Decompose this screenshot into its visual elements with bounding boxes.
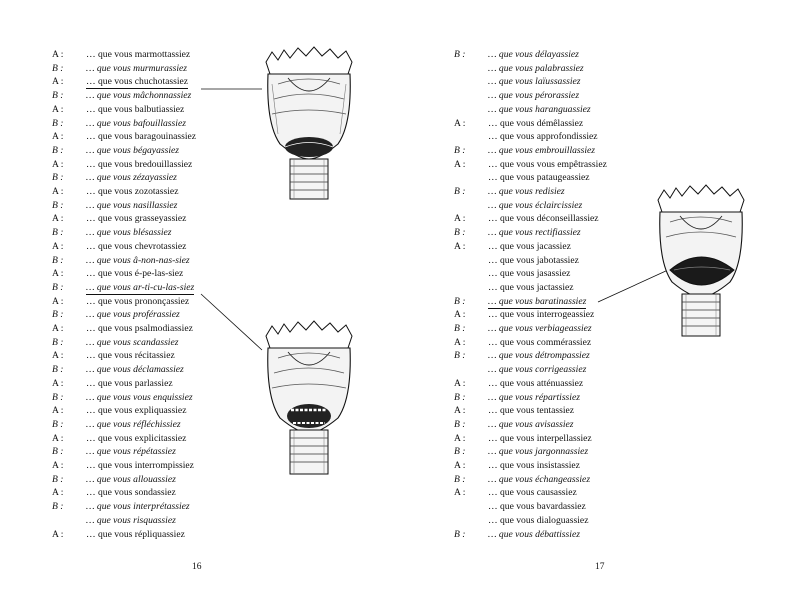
dialogue-text: … que vous interprétassiez	[86, 501, 190, 513]
dialogue-text: … que vous zézayassiez	[86, 172, 177, 184]
dialogue-text: … que vous causassiez	[488, 487, 577, 499]
dialogue-text: … que vous débattissiez	[488, 528, 580, 540]
speaker-label: A :	[52, 268, 64, 280]
dialogue-text: … que vous réfléchissiez	[86, 418, 181, 430]
dialogue-text: … que vous éclaircissiez	[488, 199, 583, 211]
dialogue-text: … que vous rectifiassiez	[488, 227, 581, 239]
larynx-illustration-closed-mouth	[258, 44, 360, 204]
speaker-label: A :	[454, 336, 466, 348]
speaker-label: A :	[52, 213, 64, 225]
dialogue-text: … que vous jactassiez	[488, 281, 574, 293]
speaker-label: A :	[454, 213, 466, 225]
dialogue-text: … que vous insistassiez	[488, 460, 580, 471]
dialogue-text: … que vous blésassiez	[86, 227, 172, 239]
dialogue-text: … que vous baratinassiez	[488, 295, 587, 307]
speaker-label: B :	[454, 186, 466, 197]
dialogue-text: … que vous proférassiez	[86, 309, 180, 321]
speaker-label: B :	[52, 117, 64, 129]
speaker-label: A :	[52, 131, 64, 143]
right-page	[398, 0, 797, 601]
speaker-label: B :	[52, 254, 64, 266]
speaker-label: A :	[52, 49, 64, 60]
speaker-label: B :	[454, 473, 466, 485]
speaker-label: B :	[52, 90, 64, 102]
dialogue-text: … que vous répartissiez	[488, 391, 580, 403]
speaker-label: A :	[454, 377, 466, 389]
speaker-label: B :	[454, 528, 466, 540]
dialogue-text: … que vous marmottassiez	[86, 49, 191, 60]
speaker-label: A :	[454, 432, 466, 444]
dialogue-text: … que vous démêlassiez	[488, 117, 584, 129]
speaker-label: A :	[52, 103, 64, 115]
dialogue-text: … que vous dialoguassiez	[488, 514, 589, 526]
dialogue-text: … que vous vous enquissiez	[86, 391, 193, 403]
dialogue-text: … que vous mâchonnassiez	[86, 90, 192, 102]
dialogue-text: … que vous nasillassiez	[86, 199, 178, 211]
left-page	[0, 0, 398, 601]
speaker-label: A :	[52, 405, 64, 417]
dialogue-text: … que vous risquassiez	[86, 514, 176, 526]
speaker-label: B :	[454, 350, 466, 362]
dialogue-text: … que vous grasseyassiez	[86, 213, 187, 225]
dialogue-text: … que vous récitassiez	[86, 350, 175, 362]
speaker-label: B :	[52, 501, 64, 513]
dialogue-text: … que vous interpellassiez	[488, 432, 592, 444]
speaker-label: B :	[454, 446, 466, 458]
speaker-label: A :	[52, 528, 64, 540]
dialogue-text: … que vous expliquassiez	[86, 405, 187, 417]
dialogue-text: … que vous zozotassiez	[86, 186, 179, 197]
dialogue-text: … que vous bégayassiez	[86, 144, 179, 156]
dialogue-text: … que vous redisiez	[488, 186, 565, 197]
dialogue-text: … que vous sondassiez	[86, 487, 176, 499]
speaker-label: B :	[52, 309, 64, 321]
speaker-label: B :	[52, 418, 64, 430]
dialogue-text: … que vous verbiageassiez	[488, 323, 592, 334]
dialogue-text: … que vous avisassiez	[488, 418, 574, 430]
dialogue-text: … que vous commérassiez	[488, 336, 592, 348]
speaker-label: A :	[52, 186, 64, 197]
larynx-illustration-lips	[650, 182, 752, 338]
dialogue-text: … que vous chevrotassiez	[86, 240, 187, 252]
dialogue-text: … que vous laïussassiez	[488, 76, 581, 88]
speaker-label: B :	[52, 446, 64, 458]
dialogue-text: … que vous chuchotassiez	[86, 76, 189, 88]
speaker-label: B :	[454, 144, 466, 156]
dialogue-text: … que vous tentassiez	[488, 405, 575, 417]
dialogue-text: … que vous déclamassiez	[86, 364, 184, 376]
dialogue-text: … que vous jargonnassiez	[488, 446, 589, 458]
dialogue-text: … que vous ar-ti-cu-las-siez	[86, 281, 195, 293]
speaker-label: A :	[52, 487, 64, 499]
speaker-label: A :	[52, 432, 64, 444]
speaker-label: A :	[454, 117, 466, 129]
dialogue-text: … que vous détrompassiez	[488, 350, 590, 362]
dialogue-text: … que vous baragouinassiez	[86, 131, 197, 143]
dialogue-text: … que vous â-non-nas-siez	[86, 254, 190, 266]
dialogue-text: … que vous approfondissiez	[488, 131, 598, 143]
dialogue-text: … que vous déconseillassiez	[488, 213, 599, 225]
dialogue-text: … que vous scandassiez	[86, 336, 179, 348]
speaker-label: B :	[454, 227, 466, 239]
dialogue-text: … que vous échangeassiez	[488, 473, 591, 485]
speaker-label: B :	[454, 49, 466, 60]
dialogue-text: … que vous psalmodiassiez	[86, 323, 193, 334]
dialogue-text: … que vous répliquassiez	[86, 528, 185, 540]
page-number: 17	[595, 562, 605, 572]
dialogue-text: … que vous interrompissiez	[86, 460, 194, 471]
dialogue-text: … que vous prononçassiez	[86, 295, 190, 307]
dialogue-text: … que vous palabrassiez	[488, 62, 584, 74]
speaker-label: B :	[52, 227, 64, 239]
dialogue-text: … que vous bredouillassiez	[86, 158, 193, 170]
speaker-label: B :	[52, 62, 64, 74]
dialogue-text: … que vous allouassiez	[86, 473, 176, 485]
speaker-label: B :	[52, 473, 64, 485]
dialogue-text: … que vous délayassiez	[488, 49, 579, 60]
dialogue-text: … que vous jabotassiez	[488, 254, 579, 266]
dialogue-text: … que vous interrogeassiez	[488, 309, 595, 321]
dialogue-text: … que vous jacassiez	[488, 240, 571, 252]
dialogue-text: … que vous pérorassiez	[488, 90, 580, 102]
speaker-label: B :	[454, 323, 466, 334]
dialogue-text: … que vous embrouillassiez	[488, 144, 596, 156]
speaker-label: A :	[52, 350, 64, 362]
speaker-label: A :	[454, 460, 466, 471]
speaker-label: B :	[52, 336, 64, 348]
dialogue-text: … que vous répétassiez	[86, 446, 176, 458]
speaker-label: A :	[52, 377, 64, 389]
larynx-illustration-open-mouth	[258, 318, 360, 478]
speaker-label: B :	[52, 391, 64, 403]
dialogue-text: … que vous atténuassiez	[488, 377, 584, 389]
speaker-label: A :	[454, 158, 466, 170]
speaker-label: A :	[52, 323, 64, 334]
speaker-label: B :	[52, 281, 64, 293]
speaker-label: A :	[52, 240, 64, 252]
speaker-label: A :	[52, 158, 64, 170]
dialogue-text: … que vous corrigeassiez	[488, 364, 587, 376]
dialogue-text: … que vous jasassiez	[488, 268, 571, 280]
speaker-label: B :	[52, 199, 64, 211]
dialogue-text: … que vous murmurassiez	[86, 62, 188, 74]
speaker-label: A :	[454, 405, 466, 417]
speaker-label: B :	[454, 391, 466, 403]
speaker-label: A :	[454, 240, 466, 252]
dialogue-text: … que vous balbutiassiez	[86, 103, 185, 115]
speaker-label: B :	[52, 364, 64, 376]
dialogue-text: … que vous é-pe-las-siez	[86, 268, 184, 280]
speaker-label: B :	[52, 172, 64, 184]
dialogue-text: … que vous pataugeassiez	[488, 172, 590, 184]
speaker-label: B :	[52, 144, 64, 156]
page-number: 16	[192, 562, 202, 572]
speaker-label: A :	[454, 309, 466, 321]
dialogue-text: … que vous vous empêtrassiez	[488, 158, 607, 170]
speaker-label: A :	[52, 295, 64, 307]
speaker-label: B :	[454, 295, 466, 307]
dialogue-text: … que vous explicitassiez	[86, 432, 187, 444]
dialogue-text: … que vous parlassiez	[86, 377, 173, 389]
dialogue-text: … que vous haranguassiez	[488, 103, 591, 115]
speaker-label: B :	[454, 418, 466, 430]
speaker-label: A :	[454, 487, 466, 499]
speaker-label: A :	[52, 460, 64, 471]
dialogue-text: … que vous bavardassiez	[488, 501, 586, 513]
speaker-label: A :	[52, 76, 64, 88]
dialogue-text: … que vous bafouillassiez	[86, 117, 186, 129]
